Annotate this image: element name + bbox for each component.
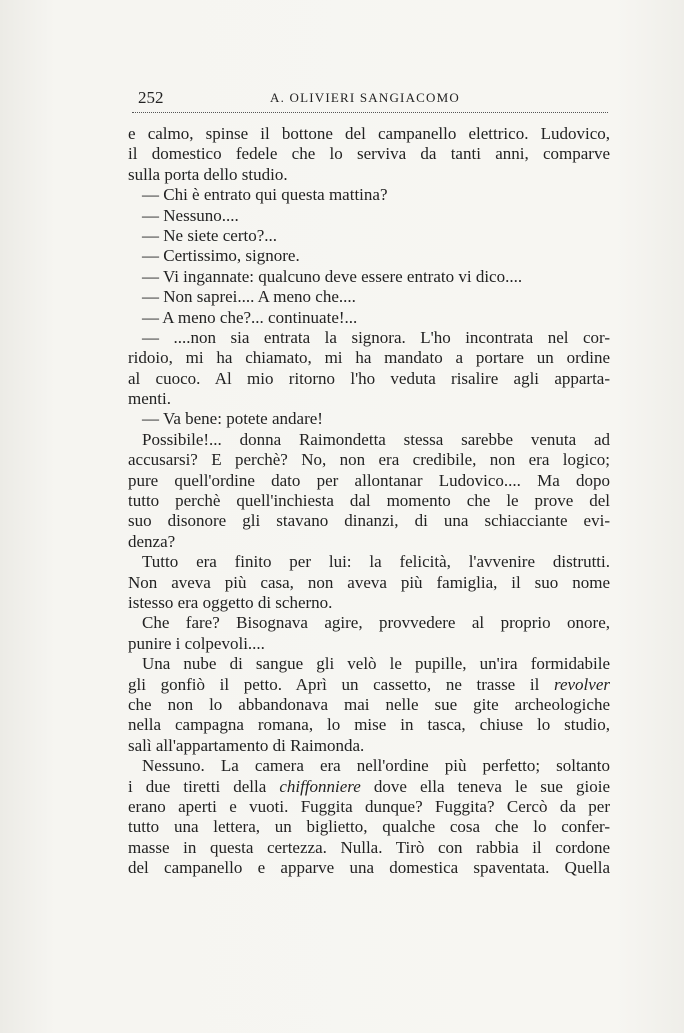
text-line: menti.	[128, 389, 171, 409]
text-line: — Va bene: potete andare!	[142, 409, 323, 429]
text-line: accusarsi? E perchè? No, non era credibile, non era logico;	[128, 450, 610, 470]
header-rule	[132, 112, 608, 113]
text-line: — Chi è entrato qui questa mattina?	[142, 185, 388, 205]
text-line: punire i colpevoli....	[128, 633, 265, 653]
text-line: suo disonore gli stavano dinanzi, di una schiacciante evi-	[128, 511, 610, 531]
text-line: Tutto era finito per lui: la felicità, l'avvenire distrutti.	[142, 552, 610, 572]
text-line: ridoio, mi ha chiamato, mi ha mandato a portare un ordine	[128, 348, 610, 368]
italic-word: revolver	[553, 674, 610, 694]
text-line: Possibile!... donna Raimondetta stessa sarebbe venuta ad	[142, 429, 610, 449]
text-line: Che fare? Bisognava agire, provvedere al proprio onore,	[142, 613, 610, 633]
text-line: tutto una lettera, un biglietto, qualche cosa che lo confer-	[128, 817, 610, 837]
text-line: — Ne siete certo?...	[142, 225, 277, 245]
text-line: Nessuno. La camera era nell'ordine più perfetto; soltanto	[142, 756, 610, 776]
running-head: A. OLIVIERI SANGIACOMO	[270, 90, 460, 105]
text-line: al cuoco. Al mio ritorno l'ho veduta risalire agli apparta-	[128, 368, 610, 388]
text-line: e calmo, spinse il bottone del campanello elettrico. Ludovico,	[128, 124, 610, 143]
text-line: che non lo abbandonava mai nelle sue gite archeologiche	[128, 694, 610, 714]
text-line: istesso era oggetto di scherno.	[128, 592, 333, 612]
text-line: gli gonfiò il petto. Aprì un cassetto, ne trasse il revolver	[128, 674, 610, 694]
text-line: nella campagna romana, lo mise in tasca, chiuse lo studio,	[128, 715, 610, 735]
page-number: 252	[138, 88, 164, 107]
text-line: — A meno che?... continuate!...	[142, 307, 358, 327]
text-line: sulla porta dello studio.	[128, 164, 288, 184]
text-line: erano aperti e vuoti. Fuggita dunque? Fuggita? Cercò da per	[128, 796, 610, 816]
text-line: del campanello e apparve una domestica spaventata. Quella	[128, 858, 610, 878]
text-line: Non aveva più casa, non aveva più famiglia, il suo nome	[128, 572, 610, 592]
text-line: denza?	[128, 531, 176, 551]
text-line: masse in questa certezza. Nulla. Tirò con rabbia il cordone	[128, 837, 610, 857]
text-line: — Nessuno....	[142, 205, 239, 225]
text-line: i due tiretti della chiffonniere dove ella teneva le sue gioie	[128, 776, 610, 796]
text-line: — Vi ingannate: qualcuno deve essere entrato vi dico....	[142, 266, 523, 286]
text-line: Una nube di sangue gli velò le pupille, un'ira formidabile	[142, 654, 610, 674]
text-line: salì all'appartamento di Raimonda.	[128, 735, 365, 755]
body-text	[128, 124, 610, 878]
page-header	[130, 88, 608, 110]
italic-word: chiffonniere	[279, 776, 361, 796]
text-line: — Non saprei.... A meno che....	[142, 287, 356, 307]
text-line: tutto perchè quell'inchiesta dal momento che le prove del	[128, 491, 610, 511]
text-line: — ....non sia entrata la signora. L'ho incontrata nel cor-	[142, 327, 610, 347]
text-line: il domestico fedele che lo serviva da tanti anni, comparve	[128, 144, 610, 164]
text-line: pure quell'ordine dato per allontanar Ludovico.... Ma dopo	[128, 470, 610, 490]
text-line: — Certissimo, signore.	[142, 246, 300, 266]
